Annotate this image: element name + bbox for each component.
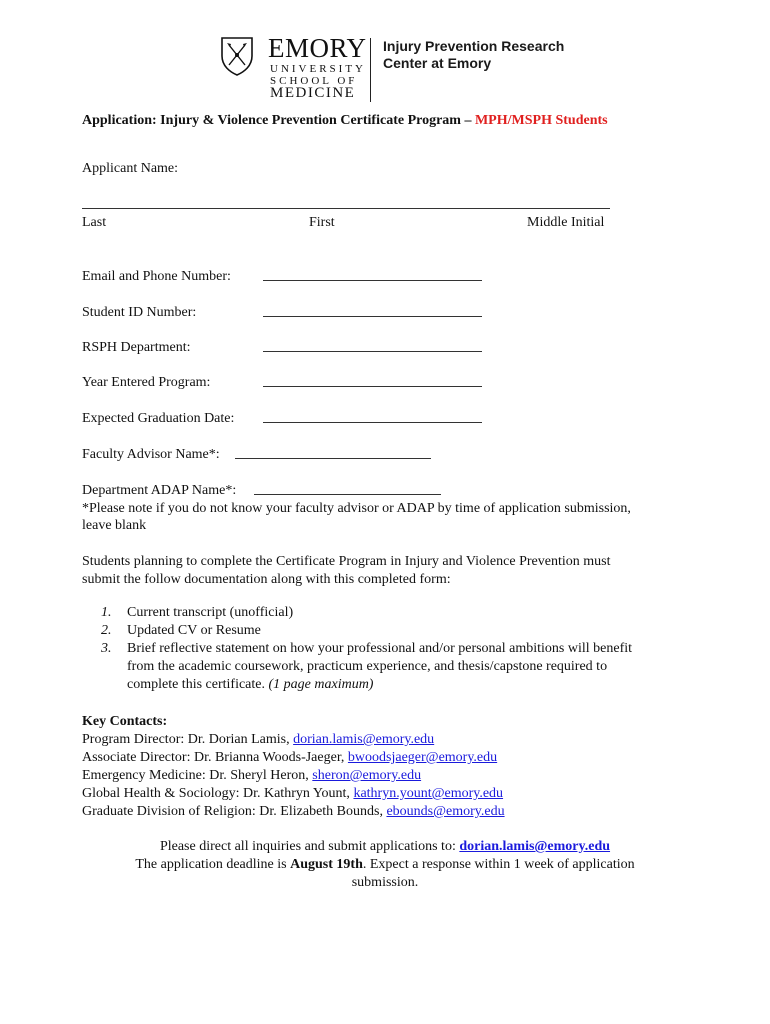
list-number: 1. [101,605,112,620]
deadline-line [82,856,688,874]
contact-row [82,767,421,784]
list-text: from the academic coursework, practicum experience, and thesis/capstone required to [127,659,608,674]
list-text: Current transcript (unofficial) [127,605,294,620]
deadline-prefix: The application deadline is [135,857,291,872]
field-label: Year Entered Program: [82,375,211,390]
inquiry-text: Please direct all inquiries and submit applications to: [159,839,460,854]
contact-email-link[interactable]: bwoodsjaeger@emory.edu [347,750,498,765]
title-main: Application: Injury & Violence Prevention Certificate Program – [82,113,475,128]
deadline-date: August 19th [290,857,363,872]
footer-block [82,838,688,892]
medicine-label: MEDICINE [270,85,356,101]
emory-shield-icon [220,36,254,76]
applicant-name-field[interactable] [82,208,610,209]
list-text: Updated CV or Resume [127,623,261,638]
faculty-advisor-field[interactable] [235,458,431,459]
contact-text: Associate Director: Dr. Brianna Woods-Jaeger, [82,750,348,765]
list-item [101,604,632,622]
inquiry-line [82,838,688,856]
school-of-label: SCHOOL OF [270,75,358,87]
list-text: Brief reflective statement on how your professional and/or personal ambitions will benefit [127,641,633,656]
graduation-date-field[interactable] [263,422,482,423]
field-label: Student ID Number: [82,305,197,320]
emory-wordmark: EMORY [268,33,367,63]
field-label: RSPH Department: [82,340,191,355]
field-label: Expected Graduation Date: [82,411,235,426]
contact-text: Emergency Medicine: Dr. Sheryl Heron, [82,768,313,783]
note-line1: *Please note if you do not know your faculty advisor or ADAP by time of application submission, [82,501,631,516]
list-text: complete this certificate. [127,677,265,692]
field-label: Email and Phone Number: [82,269,231,284]
year-entered-field[interactable] [263,386,482,387]
contact-email-link[interactable]: ebounds@emory.edu [386,804,505,819]
requirements-list [101,604,632,694]
logo-divider [370,38,371,102]
list-item [101,622,632,640]
deadline-line2: submission. [351,875,419,890]
instructions-line1: Students planning to complete the Certificate Program in Injury and Violence Prevention must [82,554,611,569]
list-number: 2. [101,623,112,638]
contact-email-link[interactable]: dorian.lamis@emory.edu [293,732,435,747]
contact-row [82,731,434,748]
list-text-final [127,676,632,694]
contact-text: Graduate Division of Religion: Dr. Elizabeth Bounds, [82,804,387,819]
center-name-line1: Injury Prevention Research [383,38,565,54]
faculty-advisor-label: Faculty Advisor Name*: [82,447,220,462]
note-line2: leave blank [82,518,147,533]
last-name-caption: Last [82,215,107,230]
instructions-line2: submit the follow documentation along with this completed form: [82,572,451,587]
student-id-field[interactable] [263,316,482,317]
center-name-line2: Center at Emory [383,55,492,71]
title-highlight: MPH/MSPH Students [474,113,608,128]
middle-initial-caption: Middle Initial [527,215,605,230]
contact-row [82,749,497,766]
contact-text: Global Health & Sociology: Dr. Kathryn Yount, [82,786,354,801]
adap-label: Department ADAP Name*: [82,483,237,498]
page-title [82,112,608,129]
deadline-suffix: . Expect a response within 1 week of application [362,857,635,872]
contact-email-link[interactable]: sheron@emory.edu [312,768,422,783]
email-phone-field[interactable] [263,280,482,281]
adap-field[interactable] [254,494,441,495]
contacts-heading: Key Contacts: [82,714,168,729]
contact-email-link[interactable]: kathryn.yount@emory.edu [353,786,504,801]
inquiry-email-link[interactable]: dorian.lamis@emory.edu [459,839,611,854]
list-item [101,640,632,694]
page-limit-note: (1 page maximum) [268,677,374,692]
contact-row [82,785,503,802]
rsph-department-field[interactable] [263,351,482,352]
list-number: 3. [101,641,112,656]
center-name [383,38,564,72]
first-name-caption: First [309,215,335,230]
contact-row [82,803,505,820]
contact-text: Program Director: Dr. Dorian Lamis, [82,732,294,747]
university-label: UNIVERSITY [270,63,366,75]
applicant-name-label: Applicant Name: [82,161,179,176]
